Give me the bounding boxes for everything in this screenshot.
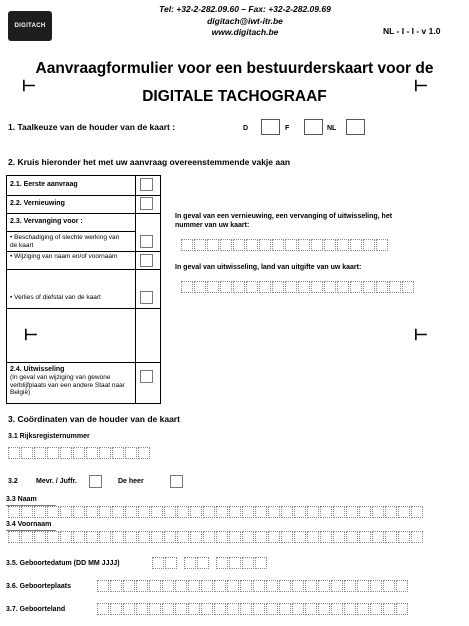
- input-cell[interactable]: [123, 580, 135, 592]
- input-cell[interactable]: [227, 580, 239, 592]
- input-cell[interactable]: [149, 580, 161, 592]
- input-cell[interactable]: [86, 447, 98, 459]
- input-cell[interactable]: [165, 557, 177, 569]
- input-cell[interactable]: [242, 506, 254, 518]
- input-cell[interactable]: [220, 281, 232, 293]
- input-cell[interactable]: [389, 281, 401, 293]
- input-cell[interactable]: [201, 580, 213, 592]
- input-cell[interactable]: [305, 580, 317, 592]
- input-cell[interactable]: [125, 506, 137, 518]
- table-rule: [6, 213, 161, 214]
- section1-heading: 1. Taalkeuze van de houder van de kaart :: [8, 122, 176, 132]
- first-name-input[interactable]: [8, 531, 424, 543]
- input-cell[interactable]: [292, 603, 304, 615]
- input-cell[interactable]: [8, 531, 20, 543]
- input-cell[interactable]: [357, 580, 369, 592]
- corner-mark-mid-left: ⊢: [24, 327, 38, 344]
- checkbox-mrs-miss[interactable]: [89, 475, 102, 488]
- input-cell[interactable]: [357, 603, 369, 615]
- input-cell[interactable]: [402, 281, 414, 293]
- input-cell[interactable]: [333, 531, 345, 543]
- input-cell[interactable]: [363, 239, 375, 251]
- input-cell[interactable]: [203, 531, 215, 543]
- input-cell[interactable]: [307, 531, 319, 543]
- input-cell[interactable]: [376, 239, 388, 251]
- input-cell[interactable]: [197, 557, 209, 569]
- input-cell[interactable]: [194, 281, 206, 293]
- input-cell[interactable]: [162, 580, 174, 592]
- card-number-input[interactable]: [181, 239, 389, 251]
- input-cell[interactable]: [253, 603, 265, 615]
- checkbox-renewal[interactable]: [140, 197, 153, 210]
- option-first-application: 2.1. Eerste aanvraag: [10, 181, 78, 188]
- input-cell[interactable]: [60, 506, 72, 518]
- input-cell[interactable]: [350, 239, 362, 251]
- birth-day-input[interactable]: [152, 557, 178, 569]
- checkbox-mr[interactable]: [170, 475, 183, 488]
- checkbox-first-application[interactable]: [140, 178, 153, 191]
- input-cell[interactable]: [246, 281, 258, 293]
- input-cell[interactable]: [181, 281, 193, 293]
- table-rule: [6, 251, 161, 252]
- input-cell[interactable]: [370, 580, 382, 592]
- input-cell[interactable]: [149, 603, 161, 615]
- input-cell[interactable]: [34, 447, 46, 459]
- input-cell[interactable]: [372, 506, 384, 518]
- input-cell[interactable]: [398, 531, 410, 543]
- input-cell[interactable]: [99, 506, 111, 518]
- input-cell[interactable]: [188, 603, 200, 615]
- input-cell[interactable]: [294, 506, 306, 518]
- input-cell[interactable]: [99, 531, 111, 543]
- input-cell[interactable]: [333, 506, 345, 518]
- input-cell[interactable]: [175, 580, 187, 592]
- input-cell[interactable]: [184, 557, 196, 569]
- input-cell[interactable]: [112, 447, 124, 459]
- input-cell[interactable]: [188, 580, 200, 592]
- lang-checkbox-d[interactable]: [261, 119, 280, 135]
- option-renewal: 2.2. Vernieuwing: [10, 200, 65, 207]
- input-cell[interactable]: [307, 506, 319, 518]
- input-cell[interactable]: [175, 603, 187, 615]
- option-loss-theft-text: Verlies of diefstal van de kaart: [14, 294, 101, 301]
- input-cell[interactable]: [255, 557, 267, 569]
- input-cell[interactable]: [97, 603, 109, 615]
- input-cell[interactable]: [201, 603, 213, 615]
- input-cell[interactable]: [305, 603, 317, 615]
- input-cell[interactable]: [268, 506, 280, 518]
- input-cell[interactable]: [240, 603, 252, 615]
- input-cell[interactable]: [47, 447, 59, 459]
- input-cell[interactable]: [214, 580, 226, 592]
- input-cell[interactable]: [177, 531, 189, 543]
- input-cell[interactable]: [227, 603, 239, 615]
- issuing-country-label: In geval van uitwisseling, land van uitgifte van uw kaart:: [175, 264, 362, 271]
- national-register-label: 3.1 Rijksregisternummer: [8, 433, 90, 440]
- form-code: NL - I - I - v 1.0: [383, 26, 441, 36]
- input-cell[interactable]: [411, 506, 423, 518]
- birth-month-input[interactable]: [184, 557, 210, 569]
- input-cell[interactable]: [242, 557, 254, 569]
- input-cell[interactable]: [73, 531, 85, 543]
- input-cell[interactable]: [324, 281, 336, 293]
- input-cell[interactable]: [216, 557, 228, 569]
- input-cell[interactable]: [346, 531, 358, 543]
- card-number-label: In geval van een vernieuwing, een vervanging of uitwisseling, het nummer van uw kaart:: [175, 213, 393, 229]
- birth-place-input[interactable]: [97, 580, 409, 592]
- input-cell[interactable]: [138, 447, 150, 459]
- contact-website: www.digitach.be: [211, 27, 279, 37]
- input-cell[interactable]: [255, 531, 267, 543]
- input-cell[interactable]: [383, 603, 395, 615]
- input-cell[interactable]: [292, 580, 304, 592]
- corner-mark-top-right: ⊢: [414, 78, 428, 95]
- input-cell[interactable]: [152, 557, 164, 569]
- input-cell[interactable]: [207, 239, 219, 251]
- birth-country-label: 3.7. Geboorteland: [6, 606, 66, 613]
- input-cell[interactable]: [21, 447, 33, 459]
- table-rule: [6, 362, 161, 363]
- corner-mark-mid-right: ⊢: [414, 327, 428, 344]
- input-cell[interactable]: [344, 603, 356, 615]
- input-cell[interactable]: [73, 447, 85, 459]
- input-cell[interactable]: [214, 603, 226, 615]
- input-cell[interactable]: [285, 281, 297, 293]
- input-cell[interactable]: [47, 531, 59, 543]
- input-cell[interactable]: [337, 239, 349, 251]
- input-cell[interactable]: [190, 531, 202, 543]
- input-cell[interactable]: [97, 580, 109, 592]
- table-rule: [6, 231, 136, 232]
- input-cell[interactable]: [279, 580, 291, 592]
- input-cell[interactable]: [229, 557, 241, 569]
- input-cell[interactable]: [216, 506, 228, 518]
- input-cell[interactable]: [21, 531, 33, 543]
- input-cell[interactable]: [86, 531, 98, 543]
- input-cell[interactable]: [34, 531, 46, 543]
- input-cell[interactable]: [177, 506, 189, 518]
- input-cell[interactable]: [229, 506, 241, 518]
- input-cell[interactable]: [385, 506, 397, 518]
- lang-label-nl: NL: [327, 125, 337, 132]
- lang-checkbox-f[interactable]: [304, 119, 323, 135]
- input-cell[interactable]: [376, 281, 388, 293]
- input-cell[interactable]: [162, 603, 174, 615]
- input-cell[interactable]: [110, 580, 122, 592]
- input-cell[interactable]: [331, 603, 343, 615]
- input-cell[interactable]: [272, 281, 284, 293]
- input-cell[interactable]: [320, 531, 332, 543]
- option-loss-theft: • Verlies of diefstal van de kaart: [10, 294, 101, 301]
- input-cell[interactable]: [242, 531, 254, 543]
- input-cell[interactable]: [331, 580, 343, 592]
- input-cell[interactable]: [216, 531, 228, 543]
- input-cell[interactable]: [318, 580, 330, 592]
- input-cell[interactable]: [298, 281, 310, 293]
- input-cell[interactable]: [151, 506, 163, 518]
- input-cell[interactable]: [281, 506, 293, 518]
- input-cell[interactable]: [8, 447, 20, 459]
- input-cell[interactable]: [266, 603, 278, 615]
- input-cell[interactable]: [240, 580, 252, 592]
- input-cell[interactable]: [181, 239, 193, 251]
- input-cell[interactable]: [281, 531, 293, 543]
- input-cell[interactable]: [125, 447, 137, 459]
- input-cell[interactable]: [112, 506, 124, 518]
- option-damage: • Beschadiging of slechte werking van de kaart: [10, 234, 120, 249]
- input-cell[interactable]: [34, 506, 46, 518]
- input-cell[interactable]: [190, 506, 202, 518]
- national-register-input[interactable]: [8, 447, 151, 459]
- option-name-change: • Wijziging van naam en/of voornaam: [10, 253, 118, 260]
- input-cell[interactable]: [268, 531, 280, 543]
- input-cell[interactable]: [86, 506, 98, 518]
- input-cell[interactable]: [266, 580, 278, 592]
- first-name-label: 3.4 Voornaam: [6, 521, 52, 528]
- option-damage-text: Beschadiging of slechte werking van de kaart: [10, 234, 120, 249]
- input-cell[interactable]: [99, 447, 111, 459]
- section3-heading: 3. Coördinaten van de houder van de kaart: [8, 414, 180, 424]
- input-cell[interactable]: [359, 506, 371, 518]
- digitach-logo: [8, 11, 52, 41]
- input-cell[interactable]: [363, 281, 375, 293]
- input-cell[interactable]: [164, 506, 176, 518]
- contact-phone-fax: Tel: +32-2-282.09.60 – Fax: +32-2-282.09.69: [159, 4, 331, 14]
- form-title-line1: Aanvraagformulier voor een bestuurderskaart voor de: [35, 60, 434, 77]
- option-exchange: 2.4. Uitwisseling: [10, 366, 65, 373]
- lang-label-d: D: [243, 125, 249, 132]
- checkbox-name-change[interactable]: [140, 254, 153, 267]
- input-cell[interactable]: [8, 506, 20, 518]
- input-cell[interactable]: [151, 531, 163, 543]
- input-cell[interactable]: [344, 580, 356, 592]
- birth-date-label: 3.5. Geboortedatum (DD MM JJJJ): [6, 560, 120, 567]
- corner-mark-top-left: ⊢: [22, 78, 36, 95]
- option-name-change-text: Wijziging van naam en/of voornaam: [14, 253, 118, 260]
- input-cell[interactable]: [110, 603, 122, 615]
- form-title-line2: DIGITALE TACHOGRAAF: [142, 88, 327, 105]
- input-cell[interactable]: [396, 603, 408, 615]
- birth-place-label: 3.6. Geboorteplaats: [6, 583, 71, 590]
- lang-checkbox-nl[interactable]: [346, 119, 365, 135]
- table-rule: [6, 195, 161, 196]
- input-cell[interactable]: [220, 239, 232, 251]
- input-cell[interactable]: [359, 531, 371, 543]
- input-cell[interactable]: [259, 281, 271, 293]
- mrs-miss-label: Mevr. / Juffr.: [36, 478, 77, 485]
- input-cell[interactable]: [346, 506, 358, 518]
- input-cell[interactable]: [383, 580, 395, 592]
- issuing-country-input[interactable]: [181, 281, 415, 293]
- input-cell[interactable]: [123, 603, 135, 615]
- input-cell[interactable]: [246, 239, 258, 251]
- input-cell[interactable]: [320, 506, 332, 518]
- input-cell[interactable]: [125, 531, 137, 543]
- input-cell[interactable]: [311, 239, 323, 251]
- input-cell[interactable]: [298, 239, 310, 251]
- input-cell[interactable]: [279, 603, 291, 615]
- surname-input[interactable]: [8, 506, 424, 518]
- mr-label: De heer: [118, 478, 144, 485]
- input-cell[interactable]: [47, 506, 59, 518]
- input-cell[interactable]: [350, 281, 362, 293]
- input-cell[interactable]: [253, 580, 265, 592]
- input-cell[interactable]: [318, 603, 330, 615]
- input-cell[interactable]: [136, 580, 148, 592]
- input-cell[interactable]: [255, 506, 267, 518]
- input-cell[interactable]: [203, 506, 215, 518]
- input-cell[interactable]: [60, 447, 72, 459]
- input-cell[interactable]: [370, 603, 382, 615]
- option-replacement: 2.3. Vervanging voor :: [10, 218, 83, 225]
- input-cell[interactable]: [138, 531, 150, 543]
- input-cell[interactable]: [396, 580, 408, 592]
- table-divider: [135, 175, 136, 404]
- input-cell[interactable]: [164, 531, 176, 543]
- input-cell[interactable]: [136, 603, 148, 615]
- input-cell[interactable]: [229, 531, 241, 543]
- input-cell[interactable]: [372, 531, 384, 543]
- input-cell[interactable]: [324, 239, 336, 251]
- gender-label: 3.2: [8, 478, 18, 485]
- input-cell[interactable]: [194, 239, 206, 251]
- input-cell[interactable]: [259, 239, 271, 251]
- checkbox-exchange[interactable]: [140, 370, 153, 383]
- input-cell[interactable]: [112, 531, 124, 543]
- surname-label: 3.3 Naam: [6, 496, 37, 503]
- option-exchange-note: (In geval van wijziging van gewone verblijfplaats van een andere Staat naar België): [10, 374, 125, 396]
- input-cell[interactable]: [138, 506, 150, 518]
- checkbox-damage[interactable]: [140, 235, 153, 248]
- logo-text: DIGITACH: [14, 23, 46, 29]
- input-cell[interactable]: [385, 531, 397, 543]
- input-cell[interactable]: [207, 281, 219, 293]
- input-cell[interactable]: [285, 239, 297, 251]
- input-cell[interactable]: [311, 281, 323, 293]
- section2-heading: 2. Kruis hieronder het met uw aanvraag overeenstemmende vakje aan: [8, 157, 291, 167]
- input-cell[interactable]: [272, 239, 284, 251]
- input-cell[interactable]: [411, 531, 423, 543]
- input-cell[interactable]: [73, 506, 85, 518]
- contact-email: digitach@iwt-itr.be: [207, 16, 283, 26]
- input-cell[interactable]: [233, 281, 245, 293]
- checkbox-loss-theft[interactable]: [140, 291, 153, 304]
- input-cell[interactable]: [294, 531, 306, 543]
- table-rule: [6, 308, 161, 309]
- input-cell[interactable]: [21, 506, 33, 518]
- lang-label-f: F: [285, 125, 290, 132]
- input-cell[interactable]: [233, 239, 245, 251]
- birth-year-input[interactable]: [216, 557, 268, 569]
- input-cell[interactable]: [60, 531, 72, 543]
- input-cell[interactable]: [398, 506, 410, 518]
- birth-country-input[interactable]: [97, 603, 409, 615]
- table-rule: [6, 269, 161, 270]
- input-cell[interactable]: [337, 281, 349, 293]
